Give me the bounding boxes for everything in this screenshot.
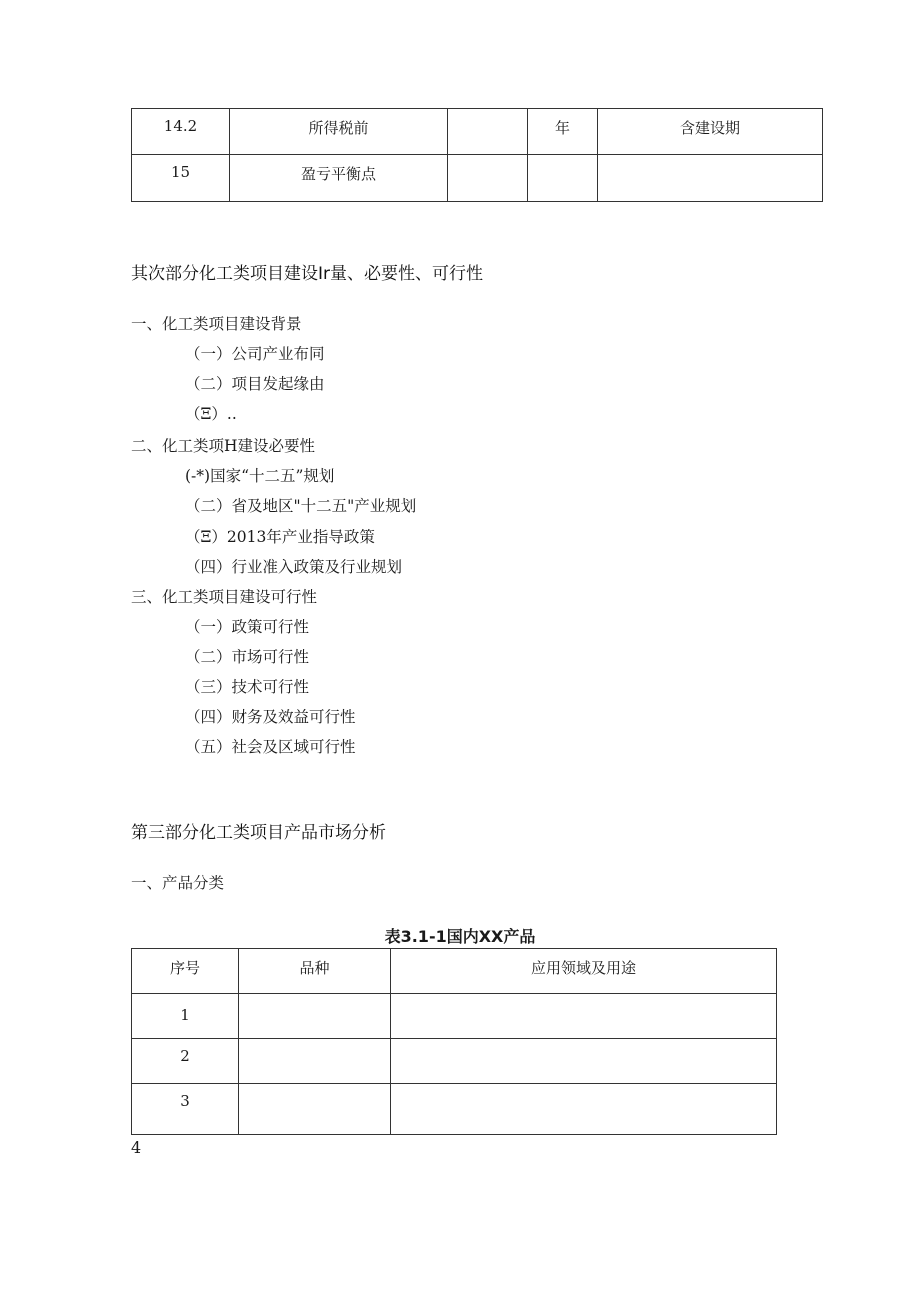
- table-cell: [239, 1039, 391, 1084]
- table-row: [132, 155, 823, 202]
- table-header-cell: 应用领域及用途: [391, 949, 777, 994]
- table-cell: 14.2: [132, 109, 230, 155]
- table-row: [132, 1039, 777, 1084]
- table-cell: 所得税前: [230, 109, 448, 155]
- outline-item: （Ξ）2013年产业指导政策: [185, 528, 375, 546]
- table-cell: [391, 1084, 777, 1135]
- product-table: [131, 948, 777, 1135]
- table-row: [132, 994, 777, 1039]
- page-number: 4: [131, 1138, 142, 1157]
- outline-item: 三、化工类项目建设可行性: [131, 588, 318, 606]
- table-cell: 15: [132, 155, 230, 202]
- table-cell: 2: [132, 1039, 239, 1084]
- table-header-row: [132, 949, 777, 994]
- outline-item: (-*)国家“十二五”规划: [185, 467, 335, 485]
- table-cell: 含建设期: [598, 109, 823, 155]
- table-cell: [528, 155, 598, 202]
- outline-item: （Ξ）..: [185, 405, 237, 423]
- table-caption: 表3.1-1国内XX产品: [384, 927, 536, 946]
- outline-item: （二）省及地区"十二五"产业规划: [185, 497, 417, 515]
- table-row: [132, 109, 823, 155]
- table-header-cell: 序号: [132, 949, 239, 994]
- top-table: [131, 108, 823, 202]
- outline-item: （二）项目发起缘由: [185, 375, 325, 393]
- table-cell: 1: [132, 994, 239, 1039]
- outline-item: （一）政策可行性: [185, 618, 310, 636]
- outline-item: （一）公司产业布同: [185, 345, 325, 363]
- outline-item: （四）行业准入政策及行业规划: [185, 558, 403, 576]
- table-cell: [448, 155, 528, 202]
- subsection-title: 一、产品分类: [131, 874, 225, 892]
- section-title-part2: 其次部分化工类项目建设Ir量、必要性、可行性: [131, 264, 484, 284]
- outline-item: （五）社会及区域可行性: [185, 738, 356, 756]
- table-cell: [239, 994, 391, 1039]
- outline-item: 一、化工类项目建设背景: [131, 315, 302, 333]
- table-cell: [598, 155, 823, 202]
- table-row: [132, 1084, 777, 1135]
- outline-item: （四）财务及效益可行性: [185, 708, 356, 726]
- table-cell: [391, 994, 777, 1039]
- outline-item: 二、化工类项H建设必要性: [131, 437, 316, 455]
- outline-item: （二）市场可行性: [185, 648, 310, 666]
- table-cell: 盈亏平衡点: [230, 155, 448, 202]
- table-cell: [448, 109, 528, 155]
- section-title-part3: 第三部分化工类项目产品市场分析: [131, 823, 386, 843]
- table-header-cell: 品种: [239, 949, 391, 994]
- outline-item: （三）技术可行性: [185, 678, 310, 696]
- table-cell: 3: [132, 1084, 239, 1135]
- table-cell: [239, 1084, 391, 1135]
- table-cell: [391, 1039, 777, 1084]
- table-cell: 年: [528, 109, 598, 155]
